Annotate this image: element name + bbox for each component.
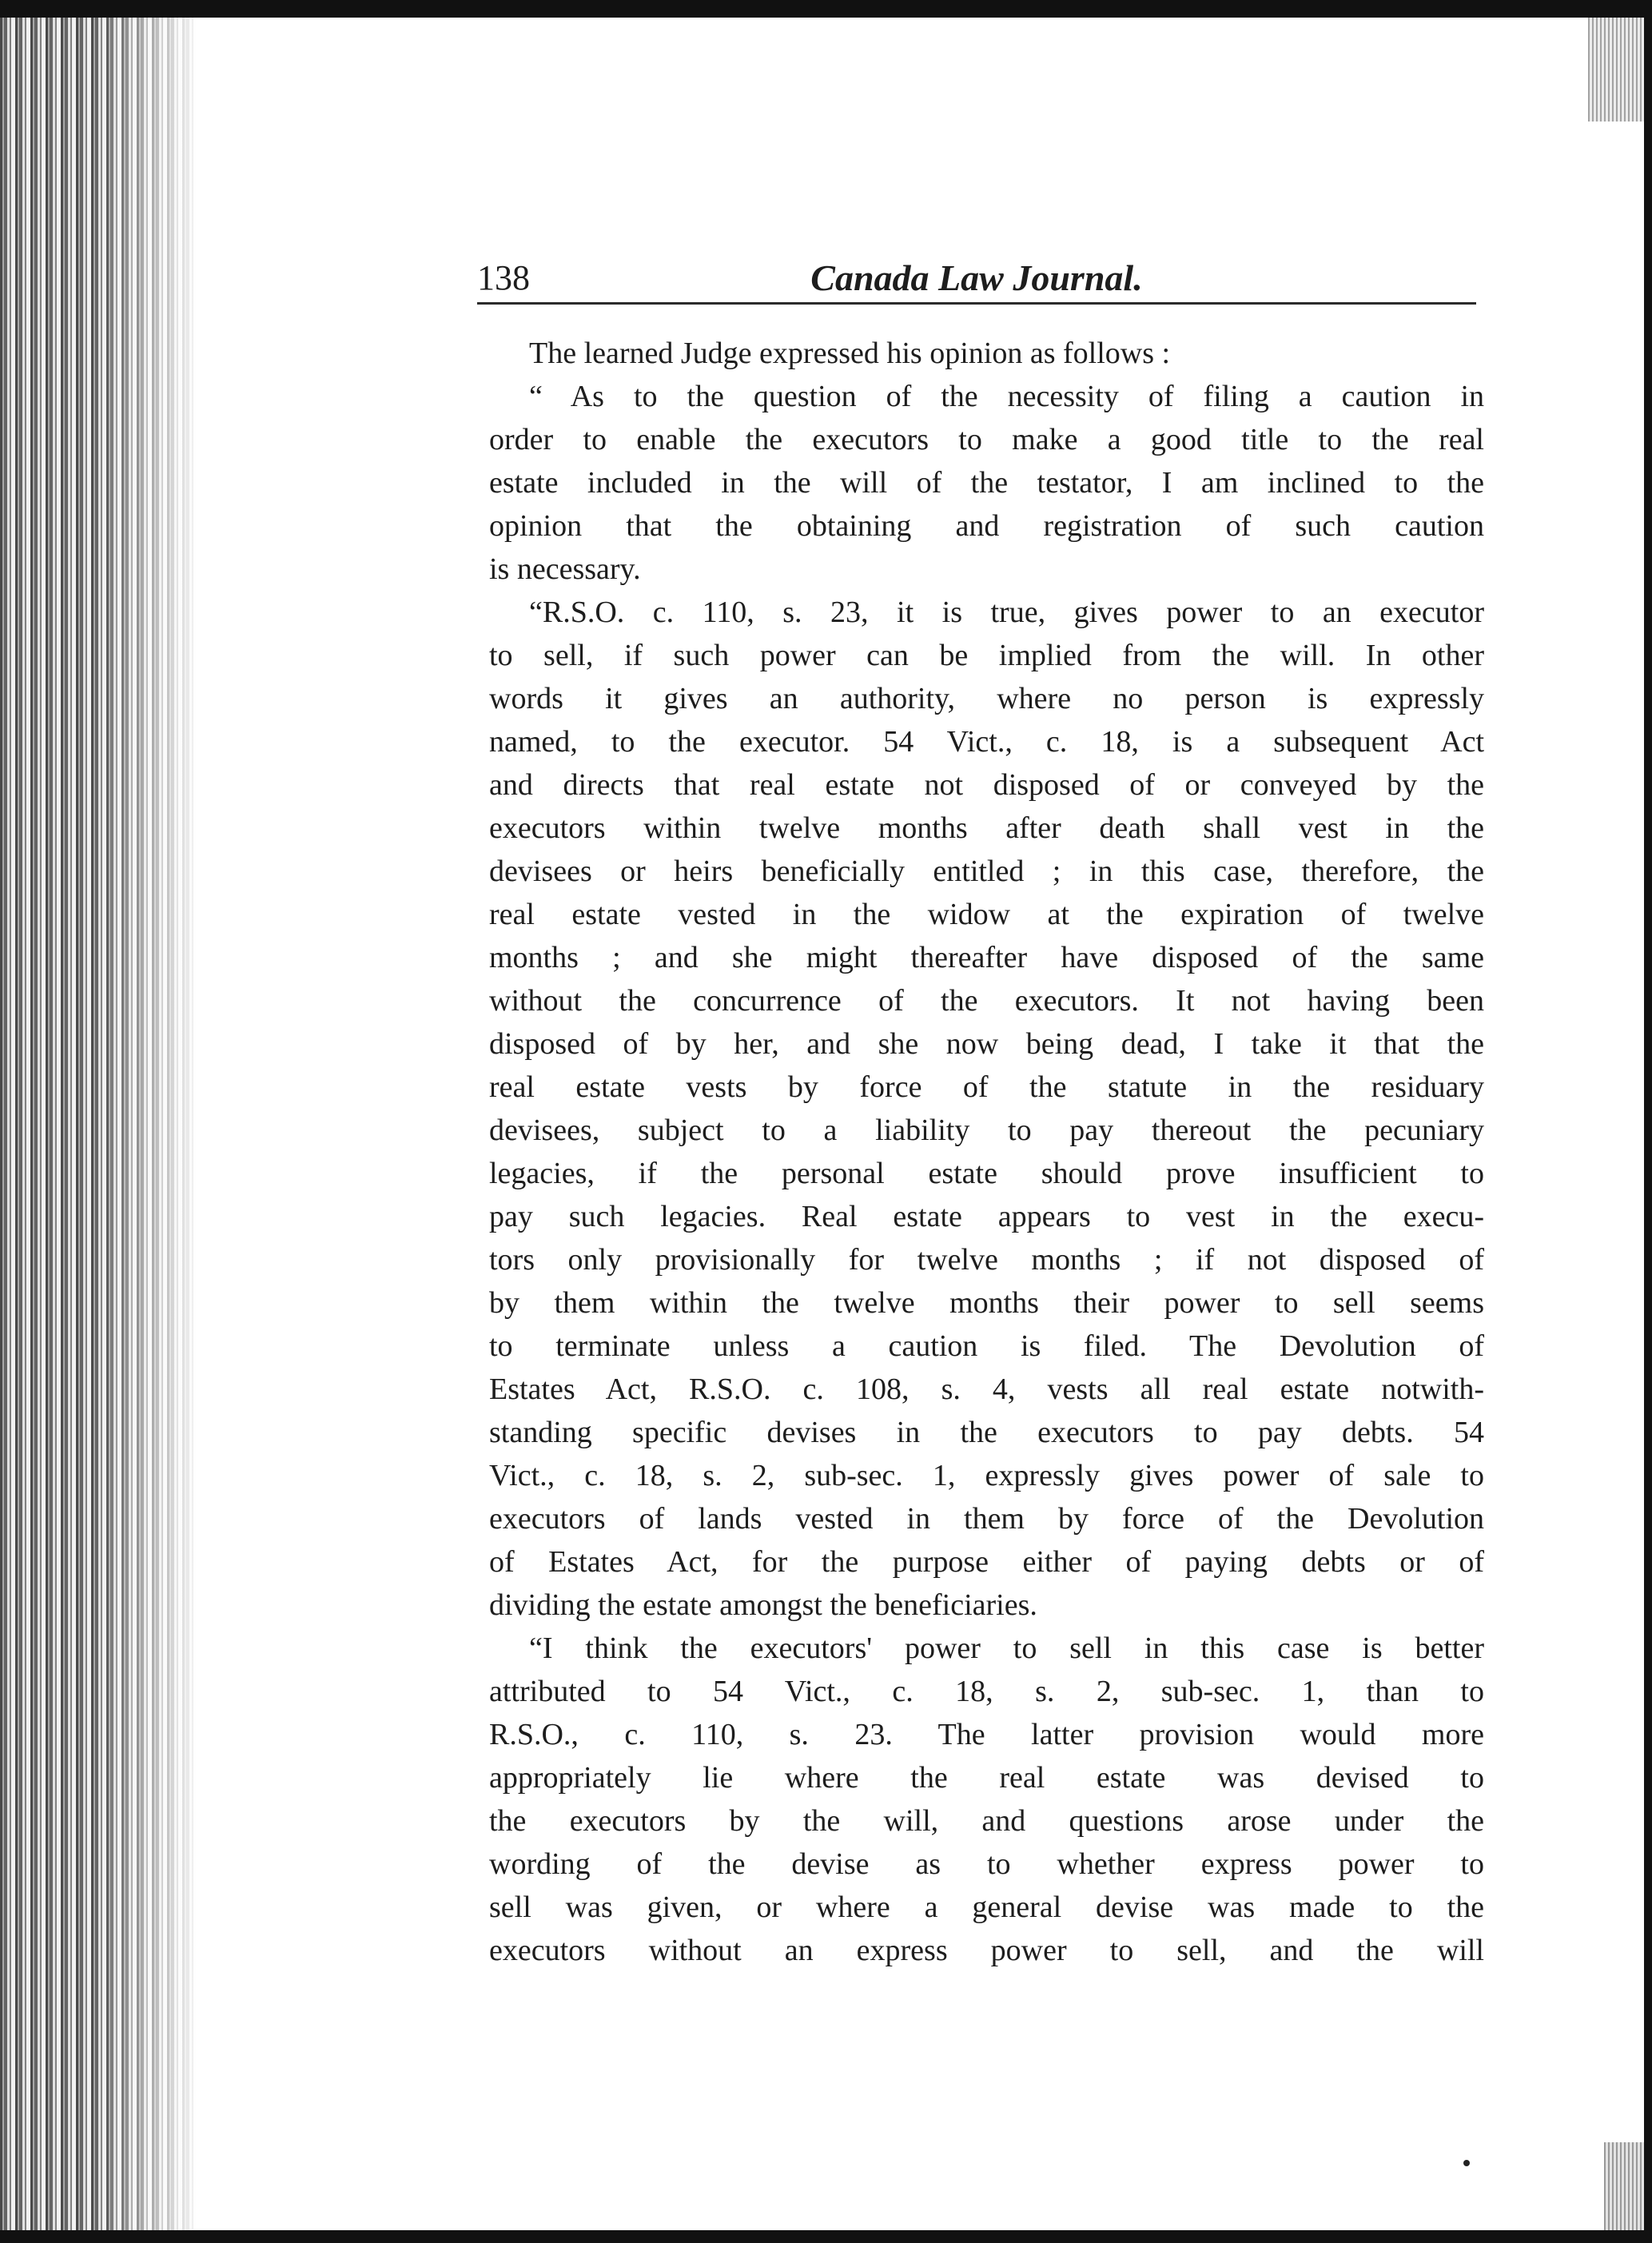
text-line: executors without an express power to sell, and the will: [489, 1934, 1484, 1967]
paragraph: [489, 1627, 1484, 1972]
scan-border-top: [0, 0, 1652, 18]
text-line: Estates Act, R.S.O. c. 108, s. 4, vests all real estate notwith-: [489, 1372, 1484, 1406]
text-line: real estate vests by force of the statute in the residuary: [489, 1070, 1484, 1104]
text-line: R.S.O., c. 110, s. 23. The latter provision would more: [489, 1718, 1484, 1751]
scan-corner-top-right: [1588, 18, 1644, 122]
text-line: months ; and she might thereafter have disposed of the same: [489, 941, 1484, 974]
text-line: tors only provisionally for twelve months ; if not disposed of: [489, 1243, 1484, 1277]
text-line: to terminate unless a caution is filed. The Devolution of: [489, 1329, 1484, 1363]
text-line: real estate vested in the widow at the expiration of twelve: [489, 898, 1484, 931]
text-line: by them within the twelve months their power to sell seems: [489, 1286, 1484, 1320]
spine-fade: [96, 0, 224, 2243]
header-rule: [477, 302, 1476, 305]
text-line: appropriately lie where the real estate was devised to: [489, 1761, 1484, 1795]
text-line: and directs that real estate not disposed of or conveyed by the: [489, 768, 1484, 802]
running-title: Canada Law Journal.: [810, 257, 1143, 298]
paragraph: [489, 591, 1484, 1627]
text-line: words it gives an authority, where no person is expressly: [489, 682, 1484, 715]
text-line: to sell, if such power can be implied from the will. In other: [489, 639, 1484, 672]
text-line: devisees or heirs beneficially entitled ; in this case, therefore, the: [489, 855, 1484, 888]
text-line: devisees, subject to a liability to pay thereout the pecuniary: [489, 1114, 1484, 1147]
text-line: wording of the devise as to whether express power to: [489, 1847, 1484, 1881]
scan-corner-bottom-right: [1604, 2142, 1644, 2230]
text-line: “R.S.O. c. 110, s. 23, it is true, gives power to an executor: [529, 596, 1484, 629]
text-line: pay such legacies. Real estate appears to vest in the execu-: [489, 1200, 1484, 1233]
text-line: order to enable the executors to make a good title to the real: [489, 423, 1484, 456]
text-line: Vict., c. 18, s. 2, sub-sec. 1, expressly gives power of sale to: [489, 1459, 1484, 1492]
text-line: the executors by the will, and questions arose under the: [489, 1804, 1484, 1838]
text-line: disposed of by her, and she now being dead, I take it that the: [489, 1027, 1484, 1061]
text-line: estate included in the will of the testator, I am inclined to the: [489, 466, 1484, 500]
text-line: is necessary.: [489, 552, 641, 586]
text-line: “ As to the question of the necessity of filing a caution in: [529, 380, 1484, 413]
scan-border-right: [1644, 0, 1652, 2243]
page-number: 138: [477, 258, 530, 297]
text-line: opinion that the obtaining and registration of such caution: [489, 509, 1484, 543]
ink-speck: [1463, 2160, 1470, 2166]
text-line: dividing the estate amongst the beneficiaries.: [489, 1588, 1037, 1622]
text-line: executors within twelve months after death shall vest in the: [489, 811, 1484, 845]
text-line: executors of lands vested in them by force of the Devolution: [489, 1502, 1484, 1536]
text-line: legacies, if the personal estate should prove insufficient to: [489, 1157, 1484, 1190]
text-line: without the concurrence of the executors. It not having been: [489, 984, 1484, 1018]
paragraph: [489, 375, 1484, 591]
scan-border-bottom: [0, 2230, 1652, 2243]
text-line: sell was given, or where a general devise was made to the: [489, 1890, 1484, 1924]
text-line: attributed to 54 Vict., c. 18, s. 2, sub-sec. 1, than to: [489, 1675, 1484, 1708]
text-line: The learned Judge expressed his opinion as follows :: [529, 337, 1171, 370]
text-line: “I think the executors' power to sell in this case is better: [529, 1631, 1484, 1665]
text-line: of Estates Act, for the purpose either of paying debts or of: [489, 1545, 1484, 1579]
text-line: named, to the executor. 54 Vict., c. 18, is a subsequent Act: [489, 725, 1484, 759]
body-text: [489, 332, 1484, 1972]
paragraph: [489, 332, 1484, 375]
text-line: standing specific devises in the executors to pay debts. 54: [489, 1416, 1484, 1449]
